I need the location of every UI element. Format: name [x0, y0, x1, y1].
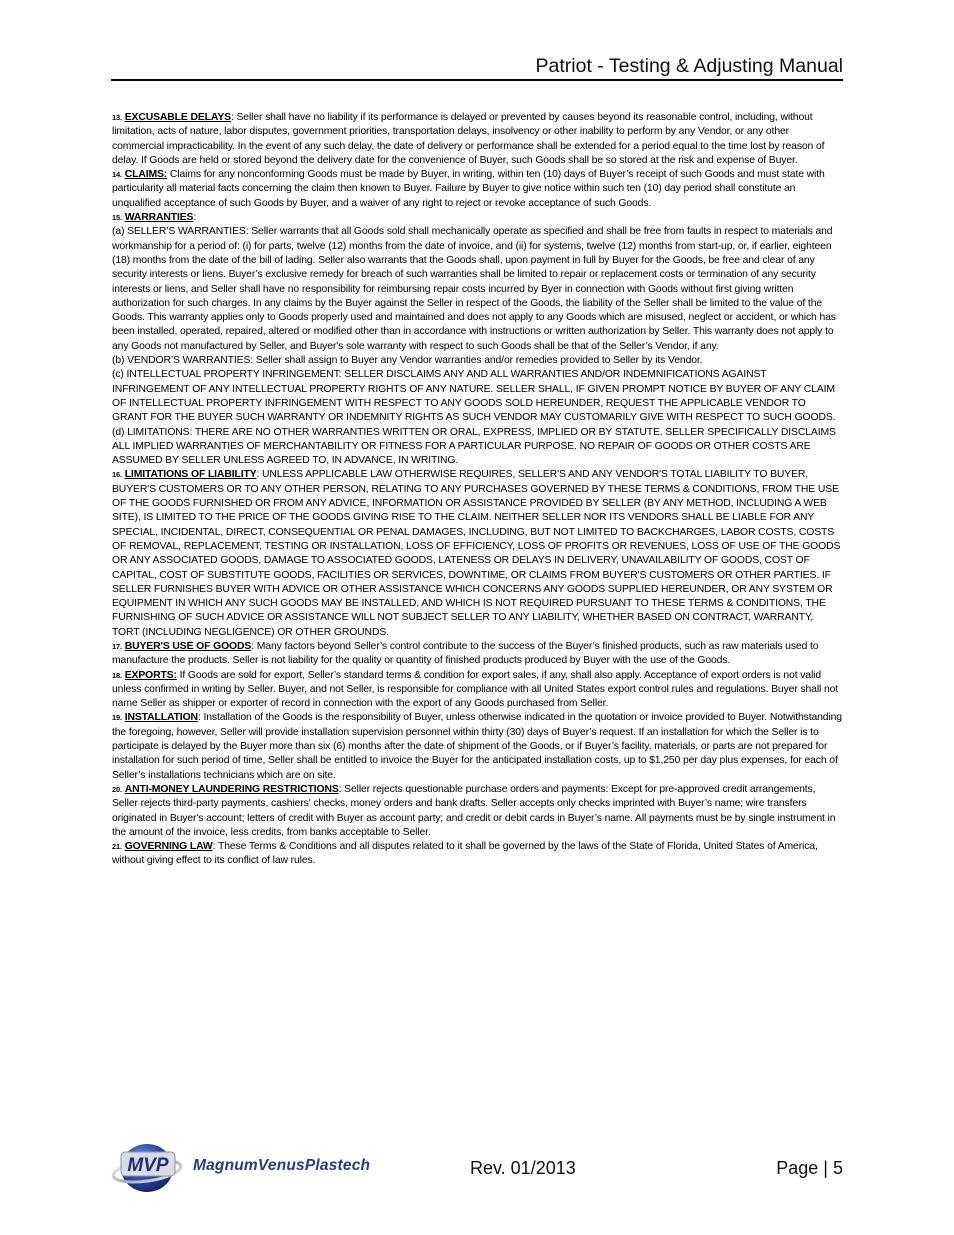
section-text: If Goods are sold for export, Seller’s standard terms & condition for export sales, if any, shall also apply. Acceptance of export orders is not valid unless confirmed in writing by Seller. Buyer, and not Seller, is responsible for compliance with all United States export control rules and regulations. Buyer shall not name Seller as shipper or exporter of record in connection with the export of any Goods purchased from Seller.: [112, 669, 839, 710]
section-text: (b) VENDOR’S WARRANTIES: Seller shall assign to Buyer any Vendor warranties and/or remedies provided to Seller by its Vendor.: [112, 355, 703, 367]
section-text: : Many factors beyond Seller’s control contribute to the success of the Buyer’s finished products, such as raw materials used to manufacture the products. Seller is not liability for the quality or quantity of finished products produced by Buyer with the use of the Goods.: [112, 640, 819, 667]
terms-content: [112, 111, 843, 869]
section-paragraph: [112, 840, 843, 869]
page-footer: [111, 1140, 843, 1200]
section-number: 21.: [112, 842, 122, 852]
subsection-paragraph: [112, 368, 843, 425]
section-paragraph: [112, 468, 843, 640]
section-number: 16.: [112, 470, 122, 480]
section-title: WARRANTIES: [124, 212, 194, 224]
section-number: 15.: [112, 213, 122, 223]
section-number: 18.: [112, 670, 122, 680]
section-text: (c) INTELLECTUAL PROPERTY INFRINGEMENT: SELLER DISCLAIMS ANY AND ALL WARRANTIES AND/OR INDEMNIFICATIONS AGAINST INFRINGEMENT OF ANY INTELLECTUAL PROPERTY RIGHTS OF ANY NATURE. SELLER SHALL, IF GIVEN PROMPT NOTICE BY BUYER OF ANY CLAIM OF INTELLECTUAL PROPERTY INFRINGEMENT WITH RESPECT TO ANY GOODS SOLD HEREUNDER, REQUEST THE APPLICABLE VENDOR TO GRANT FOR THE BUYER SUCH WARRANTY OR INDEMNITY RIGHTS AS SUCH VENDOR MAY CUSTOMARILY GIVE WITH RESPECT TO SUCH GOODS.: [112, 369, 836, 424]
section-number: 13.: [112, 113, 122, 122]
section-paragraph: [112, 783, 843, 840]
section-paragraph: [112, 640, 843, 669]
section-text: : Installation of the Goods is the responsibility of Buyer, unless otherwise indicated in the quotation or invoice provided to Buyer. Notwithstanding the foregoing, however, Seller will provide installation supervision personnel within thirty (30) days of Buyer’s request. If an installation for which the Seller is to participate is delayed by the Buyer more than six (6) months after the date of shipment of the Goods, or if Buyer’s facility, materials, or parts are not prepared for installation for such period of time, Seller shall be entitled to invoice the Buyer for the anticipated installation costs, up to $1,250 per day plus expenses, for each of Seller’s installations technicians which are on site.: [112, 712, 842, 781]
section-text: : UNLESS APPLICABLE LAW OTHERWISE REQUIRES, SELLER'S AND ANY VENDOR'S TOTAL LIABILITY TO BUYER, BUYER'S CUSTOMERS OR TO ANY OTHER PERSON, RELATING TO ANY PURCHASES GOVERNED BY THESE TERMS & CONDITIONS, FROM THE USE OF THE GOODS FURNISHED OR FROM ANY ADVICE, INFORMATION OR ASSISTANCE PROVIDED BY SELLER (BY ANY METHOD, INCLUDING A WEB SITE), IS LIMITED TO THE PRICE OF THE GOODS GIVING RISE TO THE CLAIM. NEITHER SELLER NOR ITS VENDORS SHALL BE LIABLE FOR ANY SPECIAL, INCIDENTAL, DIRECT, CONSEQUENTIAL OR PENAL DAMAGES, INCLUDING, BUT NOT LIMITED TO BACKCHARGES, LABOR COSTS, COSTS OF REMOVAL, REPLACEMENT, TESTING OR INSTALLATION, LOSS OF EFFICIENCY, LOSS OF PROFITS OR REVENUES, LOSS OF USE OF THE GOODS OR ANY ASSOCIATED GOODS, DAMAGE TO ASSOCIATED GOODS, LATENESS OR DELAYS IN DELIVERY, UNAVAILABILITY OF GOODS, COST OF CAPITAL, COST OF SUBSTITUTE GOODS, FACILITIES OR SERVICES, DOWNTIME, OR CLAIMS FROM BUYER'S CUSTOMERS OR OTHER PARTIES. IF SELLER FURNISHES BUYER WITH ADVICE OR OTHER ASSISTANCE WHICH CONCERNS ANY GOODS SUPPLIED HEREUNDER, OR ANY SYSTEM OR EQUIPMENT IN WHICH ANY SUCH GOODS MAY BE INSTALLED, AND WHICH IS NOT REQUIRED PURSUANT TO THESE TERMS & CONDITIONS, THE FURNISHING OF SUCH ADVICE OR ASSISTANCE WILL NOT SUBJECT SELLER TO ANY LIABILITY, WHETHER BASED ON CONTRACT, WARRANTY, TORT (INCLUDING NEGLIGENCE) OR OTHER GROUNDS.: [112, 469, 841, 638]
section-title: GOVERNING LAW: [124, 841, 213, 853]
section-title: INSTALLATION: [124, 712, 198, 724]
section-number: 19.: [112, 713, 122, 723]
revision-label: Rev. 01/2013: [470, 1158, 576, 1178]
section-title: EXCUSABLE DELAYS: [124, 112, 231, 123]
section-title: CLAIMS:: [124, 169, 168, 181]
section-text: : Seller rejects questionable purchase orders and payments: Except for pre-approved credit arrangements, Seller rejects third-party payments, cashiers' checks, money orders and bank drafts. Seller accepts only checks imprinted with Buyer’s name; wire transfers originated in Buyer's account; letters of credit with Buyer as account party; and credit or debit cards in Buyer’s name. All payments must be by single instrument in the amount of the invoice, less credits, from banks acceptable to Seller.: [112, 783, 836, 838]
section-text: Claims for any nonconforming Goods must be made by Buyer, in writing, within ten (10) days of Buyer’s receipt of such Goods and must state with particularity all material facts concerning the claim then known to Buyer. Failure by Buyer to give notice within such ten (10) day period shall constitute an unqualified acceptance of such Goods by Buyer, and a waiver of any right to reject or revoke acceptance of such Goods.: [112, 169, 825, 209]
page-header: [111, 54, 843, 81]
section-paragraph: [112, 111, 843, 168]
section-paragraph: [112, 669, 843, 712]
section-text: : These Terms & Conditions and all disputes related to it shall be governed by the laws of the State of Florida, United States of America, without giving effect to its conflict of law rules.: [112, 841, 818, 867]
header-title: Patriot - Testing & Adjusting Manual: [535, 55, 843, 77]
section-text: : Seller shall have no liability if its performance is delayed or prevented by causes beyond its reasonable control, including, without limitation, acts of nature, labor disputes, government priorities, transportation delays, insolvency or other inability to perform by any Vendor, or any other commercial impracticability. In the event of any such delay, the date of delivery or performance shall be extended for a period equal to the time lost by reason of delay. If Goods are held or stored beyond the delivery date for the convenience of Buyer, such Goods shall be so stored at the risk and expense of Buyer.: [112, 112, 825, 166]
section-paragraph: [112, 211, 843, 225]
logo-wordmark: MagnumVenusPlastech: [193, 1157, 371, 1174]
section-paragraph: [112, 711, 843, 782]
section-text: (d) LIMITATIONS: THERE ARE NO OTHER WARRANTIES WRITTEN OR ORAL, EXPRESS, IMPLIED OR BY STATUTE. SELLER SPECIFICALLY DISCLAIMS ALL IMPLIED WARRANTIES OF MERCHANTABILITY OR FITNESS FOR A PARTICULAR PURPOSE. NO REPAIR OF GOODS OR OTHER COSTS ARE ASSUMED BY SELLER UNLESS AGREED TO, IN ADVANCE, IN WRITING.: [112, 426, 836, 467]
section-text: :: [193, 212, 197, 224]
subsection-paragraph: [112, 354, 843, 368]
section-paragraph: [112, 168, 843, 211]
section-number: 14.: [112, 170, 122, 180]
section-title: BUYER'S USE OF GOODS: [124, 640, 252, 652]
section-title: ANTI-MONEY LAUNDERING RESTRICTIONS: [124, 783, 339, 795]
logo-mark: MVP: [127, 1155, 169, 1176]
section-number: 20.: [112, 784, 122, 794]
section-number: 17.: [112, 641, 122, 651]
subsection-paragraph: [112, 426, 843, 469]
section-title: EXPORTS:: [124, 669, 177, 681]
subsection-paragraph: [112, 225, 843, 354]
section-title: LIMITATIONS OF LIABILITY: [124, 469, 257, 481]
section-text: (a) SELLER’S WARRANTIES: Seller warrants that all Goods sold shall mechanically operate as specified and shall be free from faults in respect to materials and workmanship for a period of: (i) for parts, twelve (12) months from the date of invoice, and (ii) for systems, twelve (12) months from start-up, or, if earlier, eighteen (18) months from the date of the bill of lading. Seller also warrants that the Goods shall, upon payment in full by Buyer for the Goods, be free and clear of any security interests or liens. Buyer’s exclusive remedy for breach of such warranties shall be limited to repair or replacement costs or termination of any security interests or liens, and Seller shall have no responsibility for reimbursing repair costs incurred by Byer in connection with Goods without first giving written authorization for such charges. In any claims by the Buyer against the Seller in respect of the Goods, the liability of the Seller shall be limited to the value of the Goods. This warranty applies only to Goods properly used and maintained and does not apply to any Goods which are misused, neglect or accident, or which has been installed, operated, repaired, altered or modified other than in accordance with instructions or written authorization by Seller. This warranty does not apply to any Goods not manufactured by Seller, and Buyer's sole warranty with respect to such Goods shall be that of the Seller’s Vendor, if any.: [112, 226, 836, 352]
page-number: Page | 5: [776, 1158, 843, 1178]
